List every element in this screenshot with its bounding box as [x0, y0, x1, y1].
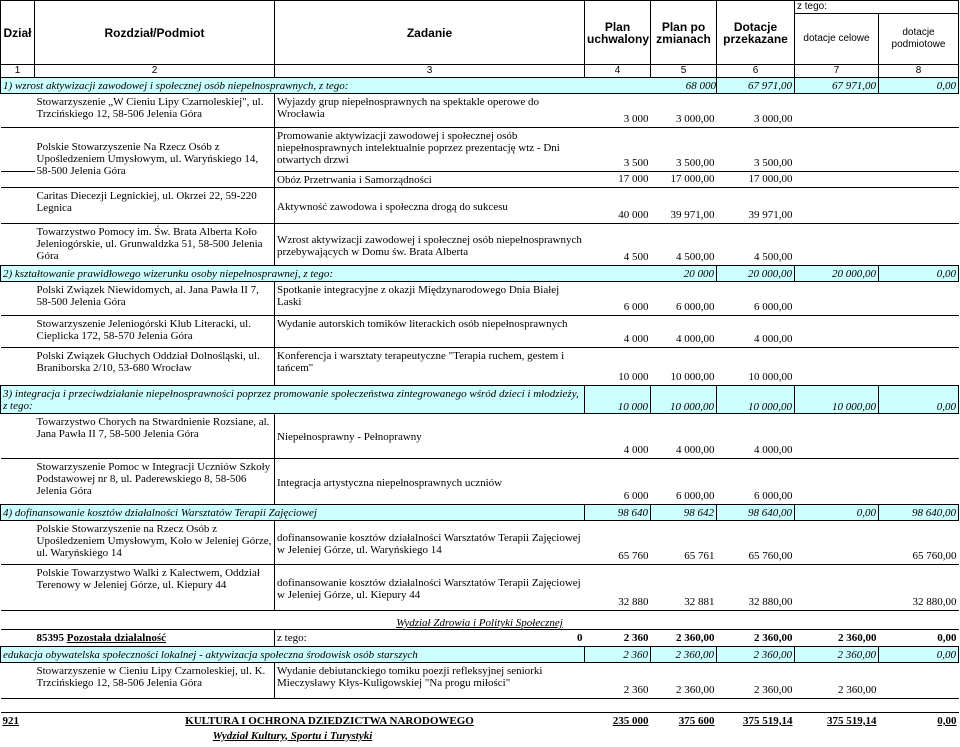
table-row [1, 565, 959, 611]
table-row [1, 663, 959, 699]
dzial-code: 921 [2, 714, 19, 727]
section-title: 3) integracja i przeciwdziałanie niepełnosprawności poprzez promowanie społeczeństwa zintegrowanego wśród dzieci i młodzieży, z tego: [1, 386, 585, 414]
section-row [1, 386, 959, 414]
department-row [1, 611, 959, 630]
plan-po: 17 000,00 [651, 172, 717, 188]
zadanie: Wzrost aktywizacji zawodowej i społecznej osób niepełnosprawnych przebywających w Domu św. Brata Alberta [275, 224, 585, 266]
plan-po: 39 971,00 [651, 188, 717, 224]
podmiot: Polskie Stowarzyszenie Na Rzecz Osób z Upośledzeniem Umysłowym, ul. Waryńskiego 14, 58-500 Jelenia Góra [35, 128, 275, 188]
section-row [1, 266, 959, 282]
section-podm: 0,00 [879, 266, 959, 282]
col-number: 7 [795, 65, 879, 78]
zadanie: Wydanie debiutanckiego tomiku poezji refleksyjnej seniorki Mieczysławy Kłys-Kuligowskiej "Na progu miłości" [275, 663, 585, 699]
dotacje: 32 880,00 [717, 565, 795, 611]
col-dotacje: Dotacje przekazane [717, 1, 795, 65]
podmiotowe: 0,00 [879, 630, 959, 647]
section-title: 2) kształtowanie prawidłowego wizerunku osoby niepełnosprawnej, z tego: 20 000 [1, 266, 717, 282]
plan: 3 000 [585, 94, 651, 128]
table-row [1, 316, 959, 348]
celowe: 2 360,00 [795, 630, 879, 647]
rozdzial-85395: 85395 Pozostała działalność [35, 630, 275, 647]
col-dzial: Dział [1, 1, 35, 65]
plan: 6 000 [585, 282, 651, 316]
plan: 10 000 [585, 348, 651, 386]
dotacje: 4 500,00 [717, 224, 795, 266]
section-dotacje: 67 971,00 [795, 78, 879, 94]
col-number: 5 [651, 65, 717, 78]
z-tego-label: z tego: [795, 1, 959, 14]
plan-po: 2 360,00 [651, 663, 717, 699]
plan-po: 4 500,00 [651, 224, 717, 266]
dotacje: 4 000,00 [717, 414, 795, 459]
dzial-name: KULTURA I OCHRONA DZIEDZICTWA NARODOWEGO [185, 714, 474, 727]
zadanie: Wyjazdy grup niepełnosprawnych na spektakle operowe do Wrocławia [275, 94, 585, 128]
plan: 4 000 [585, 414, 651, 459]
col-number: 3 [275, 65, 585, 78]
podmiot: Stowarzyszenie „W Cieniu Lipy Czarnoleskiej", ul. Trzcińskiego 12, 58-506 Jelenia Góra [35, 94, 275, 128]
table-row [1, 188, 959, 224]
dotacje: 2 360,00 [717, 663, 795, 699]
section-plan: 2 360 [585, 647, 651, 663]
rozdzial-row [1, 630, 959, 647]
table-row [1, 414, 959, 459]
zadanie: Wydanie autorskich tomików literackich osób niepełnosprawnych [275, 316, 585, 348]
zadanie: Konferencja i warsztaty terapeutyczne "Terapia ruchem, gestem i tańcem" [275, 348, 585, 386]
zadanie: Promowanie aktywizacji zawodowej i społecznej osób niepełnosprawnych intelektualnie poprzez prezentację wtz - Dni otwartych drzwi [275, 128, 585, 172]
zadanie: dofinansowanie kosztów działalności Warsztatów Terapii Zajęciowej w Jeleniej Górze, ul. Kiepury 44 [275, 565, 585, 611]
plan-po: 4 000,00 [651, 414, 717, 459]
zadanie: Niepełnosprawny - Pełnoprawny [275, 414, 585, 459]
dotacje: 3 500,00 [717, 128, 795, 172]
plan-po: 4 000,00 [651, 316, 717, 348]
plan: 17 000 [585, 172, 651, 188]
table-row [1, 348, 959, 386]
podmiot: Stowarzyszenie Jeleniogórski Klub Literacki, ul. Cieplicka 172, 58-570 Jelenia Góra [35, 316, 275, 348]
col-celowe: dotacje celowe [795, 14, 879, 65]
col-number: 2 [35, 65, 275, 78]
section-plan-po: 98 642 [651, 505, 717, 521]
plan: 3 500 [585, 128, 651, 172]
table-row [1, 128, 959, 172]
section-plan-po: 10 000,00 [651, 386, 717, 414]
podmiotowe: 32 880,00 [879, 565, 959, 611]
plan-po: 10 000,00 [651, 348, 717, 386]
plan: 235 000 [612, 714, 649, 727]
section-celowe: 0,00 [795, 505, 879, 521]
section-plan-po: 67 971,00 [717, 78, 795, 94]
podmiotowe: 0,00 [937, 714, 957, 727]
col-number: 8 [879, 65, 959, 78]
plan: 4 000 [585, 316, 651, 348]
podmiot: Towarzystwo Pomocy im. Św. Brata Alberta Koło Jeleniogórskie, ul. Grunwaldzka 51, 58-500 Jelenia Góra [35, 224, 275, 266]
section-plan: 10 000 [585, 386, 651, 414]
plan: 6 000 [585, 459, 651, 505]
table-row [1, 521, 959, 565]
plan: 32 880 [585, 565, 651, 611]
section-dotacje: 98 640,00 [717, 505, 795, 521]
table-row [1, 224, 959, 266]
podmiot: Polskie Stowarzyszenie na Rzecz Osób z Upośledzeniem Umysłowym, Koło w Jeleniej Górze, ul. Waryńskiego 14 [35, 521, 275, 565]
dotacje: 39 971,00 [717, 188, 795, 224]
zadanie: Integracja artystyczna niepełnosprawnych uczniów [275, 459, 585, 505]
section-title: 4) dofinansowanie kosztów działalności Warsztatów Terapii Zajęciowej [1, 505, 585, 521]
section-title: edukacja obywatelska społeczności lokalnej - aktywizacja społeczna środowisk osób starszych [1, 647, 585, 663]
plan-po: 65 761 [651, 521, 717, 565]
col-zadanie: Zadanie [275, 1, 585, 65]
column-numbers [1, 65, 959, 78]
z-tego: z tego: 0 [275, 630, 585, 647]
col-number: 1 [1, 65, 35, 78]
plan: 65 760 [585, 521, 651, 565]
plan-po: 6 000,00 [651, 459, 717, 505]
dotacje: 6 000,00 [717, 282, 795, 316]
podmiot: Polski Związek Głuchych Oddział Dolnośląski, ul. Braniborska 2/10, 53-680 Wrocław [35, 348, 275, 386]
plan-po: 3 500,00 [651, 128, 717, 172]
zadanie: Aktywność zawodowa i społeczna drogą do sukcesu [275, 188, 585, 224]
plan-po: 6 000,00 [651, 282, 717, 316]
zadanie: dofinansowanie kosztów działalności Warsztatów Terapii Zajęciowej w Jeleniej Górze, ul. Waryńskiego 14 [275, 521, 585, 565]
dotacje: 2 360,00 [717, 630, 795, 647]
plan: 2 360 [585, 663, 651, 699]
dotacje: 10 000,00 [717, 348, 795, 386]
dotacje: 17 000,00 [717, 172, 795, 188]
section-podm: 0,00 [879, 386, 959, 414]
podmiot: Polskie Towarzystwo Walki z Kalectwem, Oddział Terenowy w Jeleniej Górze, ul. Kiepury 44 [35, 565, 275, 611]
dotacje: 65 760,00 [717, 521, 795, 565]
col-number: 4 [585, 65, 651, 78]
section-podm: 98 640,00 [879, 505, 959, 521]
celowe: 375 519,14 [827, 714, 877, 727]
section-podm: 0,00 [879, 647, 959, 663]
celowe: 2 360,00 [795, 663, 879, 699]
table-row [1, 459, 959, 505]
dotacje: 3 000,00 [717, 94, 795, 128]
col-plan-po: Plan po zmianach [651, 1, 717, 65]
podmiot: Stowarzyszenie Pomoc w Integracji Uczniów Szkoły Podstawowej nr 8, ul. Paderewskiego 8, 58-506 Jelenia Góra [35, 459, 275, 505]
zadanie: Spotkanie integracyjne z okazji Międzynarodowego Dnia Białej Laski [275, 282, 585, 316]
section-row [1, 78, 959, 94]
zadanie: Obóz Przetrwania i Samorządności [275, 172, 585, 188]
podmiot: Towarzystwo Chorych na Stwardnienie Rozsiane, al. Jana Pawła II 7, 58-500 Jelenia Góra [35, 414, 275, 459]
section-dotacje: 2 360,00 [717, 647, 795, 663]
plan-po: 32 881 [651, 565, 717, 611]
podmiotowe: 65 760,00 [879, 521, 959, 565]
section-plan: 98 640 [585, 505, 651, 521]
plan-po: 3 000,00 [651, 94, 717, 128]
department-row [1, 729, 959, 743]
podmiot: Caritas Diecezji Legnickiej, ul. Okrzei 22, 59-220 Legnica [35, 188, 275, 224]
plan-po: 2 360,00 [651, 630, 717, 647]
plan: 4 500 [585, 224, 651, 266]
col-number: 6 [717, 65, 795, 78]
plan: 40 000 [585, 188, 651, 224]
dotacje: 375 519,14 [743, 714, 793, 727]
table-row [1, 94, 959, 128]
col-podmiotowe: dotacje podmiotowe [879, 14, 959, 65]
section-podm: 0,00 [879, 78, 959, 94]
plan-po: 375 600 [678, 714, 715, 727]
table-row [1, 282, 959, 316]
section-row [1, 505, 959, 521]
section-row [1, 647, 959, 663]
section-celowe: 2 360,00 [795, 647, 879, 663]
section-dotacje: 10 000,00 [717, 386, 795, 414]
section-plan-po: 2 360,00 [651, 647, 717, 663]
dotacje: 6 000,00 [717, 459, 795, 505]
department-label: Wydział Kultury, Sportu i Turystyki [212, 729, 373, 742]
section-plan-po: 20 000,00 [717, 266, 795, 282]
plan: 2 360 [585, 630, 651, 647]
podmiot: Polski Związek Niewidomych, al. Jana Pawła II 7, 58-500 Jelenia Góra [35, 282, 275, 316]
department-label: Wydział Zdrowia i Polityki Społecznej [396, 617, 563, 629]
section-dotacje: 20 000,00 [795, 266, 879, 282]
section-dotacje-2: 10 000,00 [795, 386, 879, 414]
col-plan: Plan uchwalony [585, 1, 651, 65]
dotacje: 4 000,00 [717, 316, 795, 348]
col-rozdzial: Rozdział/Podmiot [35, 1, 275, 65]
dzial-row [1, 713, 959, 729]
section-title: 1) wzrost aktywizacji zawodowej i społecznej osób niepełnosprawnych, z tego: 68 000 [1, 78, 717, 94]
podmiot: Stowarzyszenie w Cieniu Lipy Czarnoleskiej, ul. K. Trzcińskiego 12, 58-506 Jelenia Góra [35, 663, 275, 699]
